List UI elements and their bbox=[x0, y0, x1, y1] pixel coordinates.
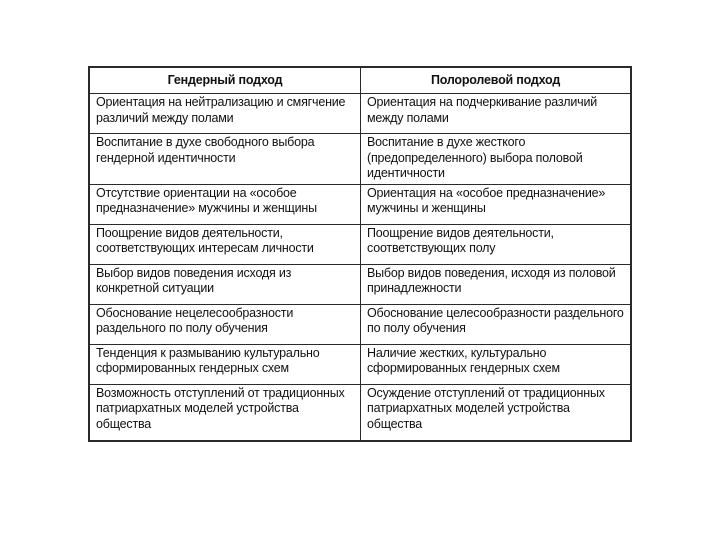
table-cell: Отсутствие ориентации на «особое предназначение» мужчины и женщины bbox=[90, 184, 361, 224]
table-row bbox=[90, 94, 631, 134]
table-cell: Поощрение видов деятельности, соответствующих полу bbox=[361, 224, 631, 264]
column-header-sex-role-approach: Полоролевой подход bbox=[361, 68, 631, 94]
table-cell: Наличие жестких, культурально сформированных гендерных схем bbox=[361, 344, 631, 384]
table-cell: Воспитание в духе свободного выбора гендерной идентичности bbox=[90, 134, 361, 185]
table-cell: Ориентация на подчеркивание различий между полами bbox=[361, 94, 631, 134]
table-row bbox=[90, 134, 631, 185]
table-cell: Ориентация на «особое предназначение» мужчины и женщины bbox=[361, 184, 631, 224]
table-row bbox=[90, 224, 631, 264]
table-row bbox=[90, 384, 631, 440]
table-cell: Воспитание в духе жесткого (предопределенного) выбора половой идентичности bbox=[361, 134, 631, 185]
table-cell: Обоснование нецелесообразности раздельного по полу обучения bbox=[90, 304, 361, 344]
table-cell: Выбор видов поведения, исходя из половой принадлежности bbox=[361, 264, 631, 304]
table-header-row bbox=[90, 68, 631, 94]
table-row bbox=[90, 304, 631, 344]
table-row bbox=[90, 264, 631, 304]
table-cell: Выбор видов поведения исходя из конкретной ситуации bbox=[90, 264, 361, 304]
table-cell: Обоснование целесообразности раздельного по полу обучения bbox=[361, 304, 631, 344]
table-cell: Осуждение отступлений от традиционных патриархатных моделей устройства общества bbox=[361, 384, 631, 440]
table-cell: Возможность отступлений от традиционных патриархатных моделей устройства общества bbox=[90, 384, 361, 440]
table-row bbox=[90, 344, 631, 384]
table-row bbox=[90, 184, 631, 224]
table-cell: Ориентация на нейтрализацию и смягчение различий между полами bbox=[90, 94, 361, 134]
table-cell: Тенденция к размыванию культурально сформированных гендерных схем bbox=[90, 344, 361, 384]
comparison-table bbox=[89, 67, 631, 441]
table-cell: Поощрение видов деятельности, соответствующих интересам личности bbox=[90, 224, 361, 264]
column-header-gender-approach: Гендерный подход bbox=[90, 68, 361, 94]
